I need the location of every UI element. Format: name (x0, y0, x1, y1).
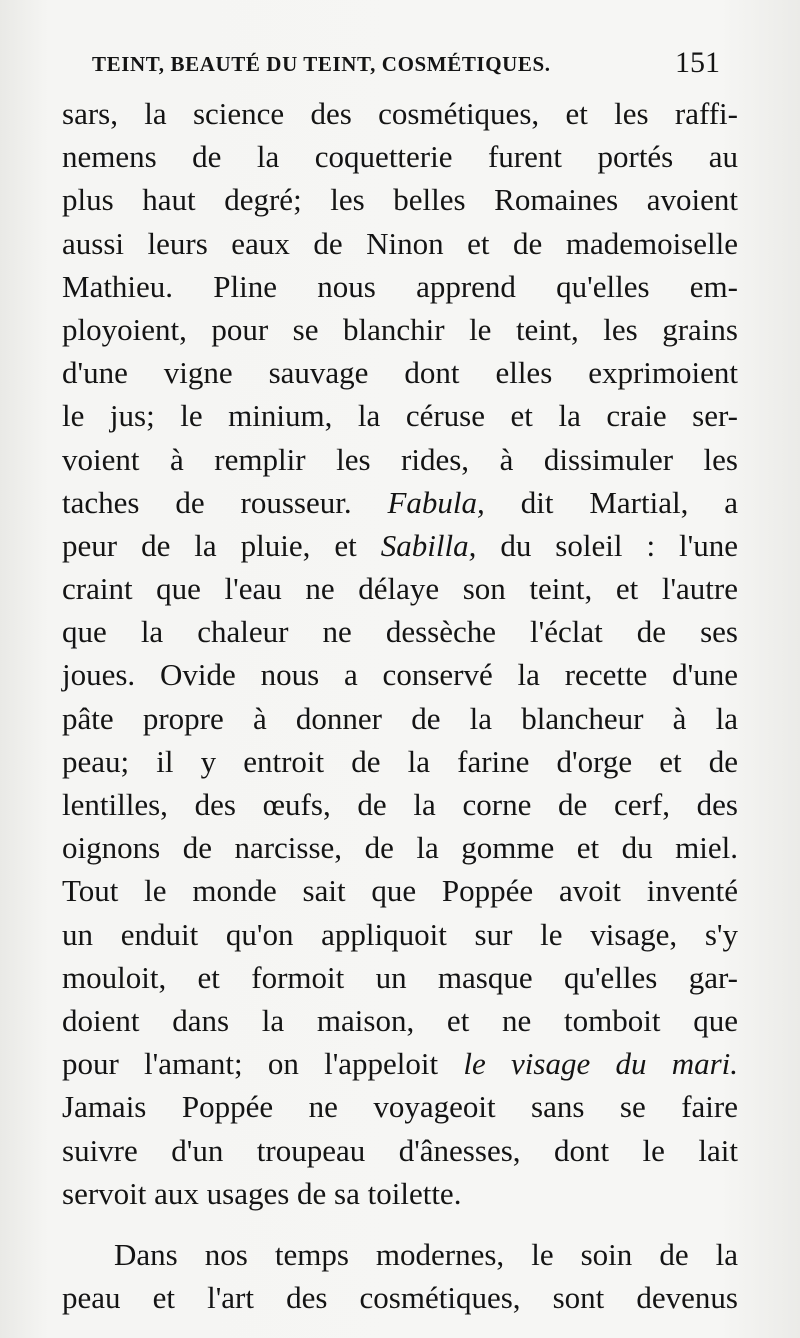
text-line: Dans nos temps modernes, le soin de la (114, 1236, 738, 1272)
text-segment: du soleil : l'une (500, 527, 739, 563)
text-line (62, 524, 738, 567)
text-line: peau; il y entroit de la farine d'orge et de (62, 743, 738, 779)
text-line: servoit aux usages de sa toilette. (62, 1175, 462, 1211)
text-line: mouloit, et formoit un masque qu'elles gar- (62, 959, 738, 995)
text-line: ployoient, pour se blanchir le teint, les grains (62, 311, 738, 347)
italic-name-sabilla: Sabilla, (380, 527, 477, 563)
text-line: craint que l'eau ne délaye son teint, et l'autre (62, 571, 738, 607)
text-line: Mathieu. Pline nous apprend qu'elles em- (62, 268, 738, 304)
text-segment: pour l'amant; on l'appeloit (62, 1046, 439, 1082)
italic-phrase-visage-du-mari: le visage du mari. (463, 1046, 739, 1082)
text-line: plus haut degré; les belles Romaines avoient (62, 182, 738, 218)
text-line: peau et l'art des cosmétiques, sont devenus (62, 1280, 738, 1316)
body-text (62, 92, 738, 1319)
text-line: suivre d'un troupeau d'ânesses, dont le lait (62, 1132, 738, 1168)
text-line: joues. Ovide nous a conservé la recette d'une (62, 657, 738, 693)
italic-name-fabula: Fabula, (387, 484, 485, 520)
text-line: sars, la science des cosmétiques, et les raffi- (62, 96, 738, 131)
text-line: voient à remplir les rides, à dissimuler les (62, 441, 738, 477)
text-line: que la chaleur ne dessèche l'éclat de ses (62, 614, 738, 650)
running-head (0, 48, 800, 84)
text-line: le jus; le minium, la céruse et la craie ser- (62, 398, 738, 434)
text-line: un enduit qu'on appliquoit sur le visage, s'y (62, 916, 738, 952)
text-line: nemens de la coquetterie furent portés au (62, 139, 738, 175)
text-segment: taches de rousseur. (62, 484, 352, 520)
paragraph-gap (62, 1215, 738, 1233)
text-segment: dit Martial, a (520, 484, 738, 520)
text-line (62, 481, 738, 524)
text-line (62, 1042, 738, 1085)
text-line: d'une vigne sauvage dont elles exprimoient (62, 355, 738, 391)
text-line: lentilles, des œufs, de la corne de cerf, des (62, 787, 738, 822)
text-line: Tout le monde sait que Poppée avoit inventé (62, 873, 738, 909)
text-line: Jamais Poppée ne voyageoit sans se faire (62, 1089, 738, 1125)
page-number: 151 (675, 46, 720, 79)
text-line: doient dans la maison, et ne tomboit que (62, 1002, 738, 1038)
text-segment: peur de la pluie, et (62, 527, 357, 563)
text-line: oignons de narcisse, de la gomme et du miel. (62, 830, 738, 866)
text-line: aussi leurs eaux de Ninon et de mademoiselle (62, 225, 738, 261)
text-line: pâte propre à donner de la blancheur à la (62, 700, 738, 736)
running-title: TEINT, BEAUTÉ DU TEINT, COSMÉTIQUES. (92, 52, 551, 76)
